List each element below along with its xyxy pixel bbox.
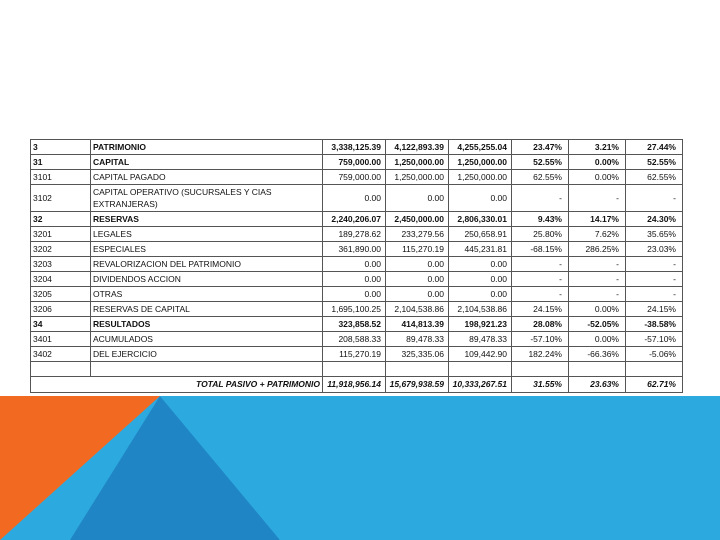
amount-cell: 1,250,000.00 bbox=[449, 155, 512, 170]
percent-cell: 27.44% bbox=[626, 140, 683, 155]
account-name-cell: DEL EJERCICIO bbox=[91, 347, 323, 362]
account-code-cell: 3101 bbox=[31, 170, 91, 185]
percent-cell: - bbox=[512, 257, 569, 272]
percent-cell: - bbox=[512, 287, 569, 302]
account-name-cell: PATRIMONIO bbox=[91, 140, 323, 155]
amount-cell: 89,478.33 bbox=[386, 332, 449, 347]
percent-cell: -38.58% bbox=[626, 317, 683, 332]
table-row bbox=[31, 317, 683, 332]
amount-cell: 89,478.33 bbox=[449, 332, 512, 347]
account-code-cell: 3201 bbox=[31, 227, 91, 242]
amount-cell: 1,250,000.00 bbox=[449, 170, 512, 185]
table-row bbox=[31, 302, 683, 317]
account-code-cell: 3203 bbox=[31, 257, 91, 272]
table-row bbox=[31, 155, 683, 170]
amount-cell: 759,000.00 bbox=[323, 155, 386, 170]
table-row bbox=[31, 212, 683, 227]
account-name-cell: RESERVAS bbox=[91, 212, 323, 227]
percent-cell: 25.80% bbox=[512, 227, 569, 242]
percent-cell: 35.65% bbox=[626, 227, 683, 242]
amount-cell: 759,000.00 bbox=[323, 170, 386, 185]
account-name-cell: ACUMULADOS bbox=[91, 332, 323, 347]
amount-cell: 0.00 bbox=[386, 257, 449, 272]
percent-cell: 3.21% bbox=[569, 140, 626, 155]
amount-cell: 445,231.81 bbox=[449, 242, 512, 257]
table-row bbox=[31, 347, 683, 362]
percent-cell: 28.08% bbox=[512, 317, 569, 332]
empty-cell bbox=[569, 362, 626, 377]
financial-table bbox=[30, 139, 682, 389]
table-row bbox=[31, 140, 683, 155]
percent-cell: 24.15% bbox=[512, 302, 569, 317]
table-row bbox=[31, 272, 683, 287]
account-code-cell: 3402 bbox=[31, 347, 91, 362]
amount-cell: 233,279.56 bbox=[386, 227, 449, 242]
account-code-cell: 3202 bbox=[31, 242, 91, 257]
percent-cell: - bbox=[626, 272, 683, 287]
amount-cell: 109,442.90 bbox=[449, 347, 512, 362]
empty-cell bbox=[31, 362, 91, 377]
percent-cell: 7.62% bbox=[569, 227, 626, 242]
amount-cell: 250,658.91 bbox=[449, 227, 512, 242]
account-name-cell: OTRAS bbox=[91, 287, 323, 302]
percent-cell: 23.03% bbox=[626, 242, 683, 257]
account-name-cell: CAPITAL PAGADO bbox=[91, 170, 323, 185]
percent-cell: 24.15% bbox=[626, 302, 683, 317]
amount-cell: 4,255,255.04 bbox=[449, 140, 512, 155]
amount-cell: 414,813.39 bbox=[386, 317, 449, 332]
account-code-cell: 31 bbox=[31, 155, 91, 170]
empty-cell bbox=[91, 362, 323, 377]
account-code-cell: 3206 bbox=[31, 302, 91, 317]
percent-cell: 9.43% bbox=[512, 212, 569, 227]
amount-cell: 2,450,000.00 bbox=[386, 212, 449, 227]
amount-cell: 115,270.19 bbox=[323, 347, 386, 362]
amount-cell: 2,104,538.86 bbox=[449, 302, 512, 317]
account-name-cell: RESERVAS DE CAPITAL bbox=[91, 302, 323, 317]
account-code-cell: 3102 bbox=[31, 185, 91, 212]
account-name-cell: LEGALES bbox=[91, 227, 323, 242]
amount-cell: 115,270.19 bbox=[386, 242, 449, 257]
total-label: TOTAL PASIVO + PATRIMONIO bbox=[31, 377, 323, 393]
percent-cell: -68.15% bbox=[512, 242, 569, 257]
table-row bbox=[31, 287, 683, 302]
percent-cell: 14.17% bbox=[569, 212, 626, 227]
amount-cell: 2,240,206.07 bbox=[323, 212, 386, 227]
account-code-cell: 34 bbox=[31, 317, 91, 332]
amount-cell: 1,250,000.00 bbox=[386, 155, 449, 170]
percent-cell: 24.30% bbox=[626, 212, 683, 227]
account-code-cell: 3204 bbox=[31, 272, 91, 287]
table-row bbox=[31, 227, 683, 242]
percent-cell: -57.10% bbox=[512, 332, 569, 347]
table-body bbox=[31, 140, 683, 393]
amount-cell: 0.00 bbox=[449, 287, 512, 302]
percent-cell: -57.10% bbox=[626, 332, 683, 347]
percent-cell: 52.55% bbox=[512, 155, 569, 170]
total-amount-cell: 11,918,956.14 bbox=[323, 377, 386, 393]
account-name-cell: CAPITAL bbox=[91, 155, 323, 170]
amount-cell: 2,104,538.86 bbox=[386, 302, 449, 317]
empty-cell bbox=[512, 362, 569, 377]
amount-cell: 2,806,330.01 bbox=[449, 212, 512, 227]
account-name-cell: REVALORIZACION DEL PATRIMONIO bbox=[91, 257, 323, 272]
percent-cell: - bbox=[569, 257, 626, 272]
amount-cell: 0.00 bbox=[323, 287, 386, 302]
account-code-cell: 3 bbox=[31, 140, 91, 155]
amount-cell: 0.00 bbox=[449, 257, 512, 272]
percent-cell: 0.00% bbox=[569, 155, 626, 170]
table-row bbox=[31, 170, 683, 185]
total-row bbox=[31, 377, 683, 393]
total-percent-cell: 23.63% bbox=[569, 377, 626, 393]
percent-cell: 182.24% bbox=[512, 347, 569, 362]
account-name-cell: RESULTADOS bbox=[91, 317, 323, 332]
total-percent-cell: 31.55% bbox=[512, 377, 569, 393]
amount-cell: 3,338,125.39 bbox=[323, 140, 386, 155]
spacer-row bbox=[31, 362, 683, 377]
percent-cell: 62.55% bbox=[512, 170, 569, 185]
table-row bbox=[31, 185, 683, 212]
empty-cell bbox=[449, 362, 512, 377]
percent-cell: 62.55% bbox=[626, 170, 683, 185]
amount-cell: 0.00 bbox=[323, 257, 386, 272]
empty-cell bbox=[626, 362, 683, 377]
table-row bbox=[31, 242, 683, 257]
amount-cell: 208,588.33 bbox=[323, 332, 386, 347]
amount-cell: 189,278.62 bbox=[323, 227, 386, 242]
percent-cell: - bbox=[626, 185, 683, 212]
percent-cell: -66.36% bbox=[569, 347, 626, 362]
amount-cell: 0.00 bbox=[449, 185, 512, 212]
amount-cell: 361,890.00 bbox=[323, 242, 386, 257]
percent-cell: -5.06% bbox=[626, 347, 683, 362]
percent-cell: - bbox=[569, 287, 626, 302]
total-percent-cell: 62.71% bbox=[626, 377, 683, 393]
empty-cell bbox=[386, 362, 449, 377]
account-code-cell: 32 bbox=[31, 212, 91, 227]
percent-cell: 23.47% bbox=[512, 140, 569, 155]
percent-cell: - bbox=[569, 185, 626, 212]
total-amount-cell: 15,679,938.59 bbox=[386, 377, 449, 393]
percent-cell: - bbox=[626, 257, 683, 272]
percent-cell: - bbox=[569, 272, 626, 287]
table-row bbox=[31, 257, 683, 272]
amount-cell: 0.00 bbox=[386, 272, 449, 287]
amount-cell: 1,250,000.00 bbox=[386, 170, 449, 185]
empty-cell bbox=[323, 362, 386, 377]
amount-cell: 325,335.06 bbox=[386, 347, 449, 362]
percent-cell: 286.25% bbox=[569, 242, 626, 257]
account-name-cell: ESPECIALES bbox=[91, 242, 323, 257]
percent-cell: - bbox=[626, 287, 683, 302]
account-code-cell: 3401 bbox=[31, 332, 91, 347]
percent-cell: 0.00% bbox=[569, 332, 626, 347]
total-amount-cell: 10,333,267.51 bbox=[449, 377, 512, 393]
amount-cell: 0.00 bbox=[323, 185, 386, 212]
account-name-cell: CAPITAL OPERATIVO (SUCURSALES Y CIAS EXTRANJERAS) bbox=[91, 185, 323, 212]
amount-cell: 323,858.52 bbox=[323, 317, 386, 332]
account-code-cell: 3205 bbox=[31, 287, 91, 302]
account-name-cell: DIVIDENDOS ACCION bbox=[91, 272, 323, 287]
table-row bbox=[31, 332, 683, 347]
percent-cell: -52.05% bbox=[569, 317, 626, 332]
percent-cell: 0.00% bbox=[569, 302, 626, 317]
percent-cell: 0.00% bbox=[569, 170, 626, 185]
percent-cell: - bbox=[512, 185, 569, 212]
amount-cell: 198,921.23 bbox=[449, 317, 512, 332]
amount-cell: 0.00 bbox=[323, 272, 386, 287]
amount-cell: 4,122,893.39 bbox=[386, 140, 449, 155]
percent-cell: 52.55% bbox=[626, 155, 683, 170]
amount-cell: 0.00 bbox=[386, 287, 449, 302]
amount-cell: 0.00 bbox=[449, 272, 512, 287]
percent-cell: - bbox=[512, 272, 569, 287]
amount-cell: 0.00 bbox=[386, 185, 449, 212]
patrimonio-table bbox=[30, 139, 683, 393]
footer-decoration bbox=[0, 396, 720, 540]
amount-cell: 1,695,100.25 bbox=[323, 302, 386, 317]
